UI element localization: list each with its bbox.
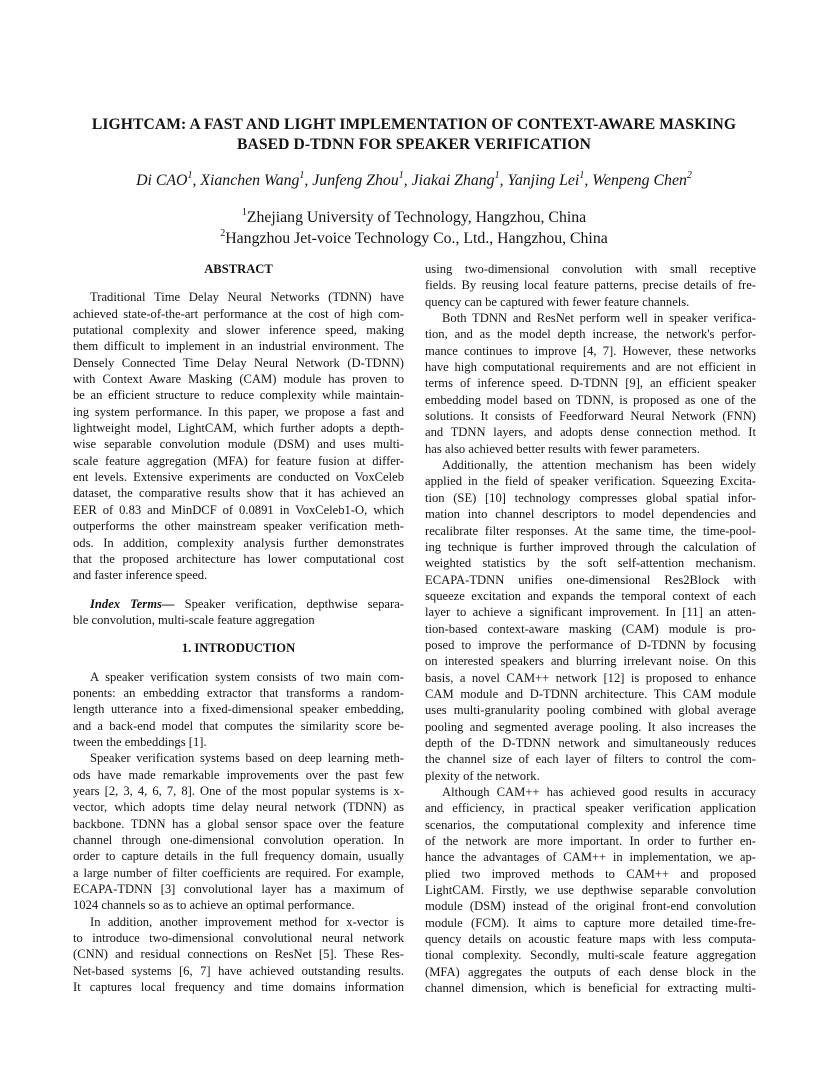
body-text-line: solutions. It consists of Feedforward Neural Network (FNN)	[425, 409, 756, 424]
title-line: LIGHTCAM: A FAST AND LIGHT IMPLEMENTATION OF CONTEXT-AWARE MASKING	[91, 116, 737, 133]
abstract-line: ods. In addition, complexity analysis further demonstrates	[73, 535, 404, 550]
intro-body	[73, 669, 404, 996]
index-terms-label: Index Terms—	[90, 596, 175, 611]
affiliation-text: Hangzhou Jet-voice Technology Co., Ltd., Hangzhou, China	[225, 230, 608, 247]
author-name: Xianchen Wang	[200, 172, 300, 189]
body-text-line: mance continues to improve [4, 7]. However, these networks	[425, 343, 756, 358]
paper-title	[40, 115, 788, 155]
author-affiliation-marker: 1	[579, 169, 585, 181]
affiliation	[40, 207, 788, 228]
body-text-line: ECAPA-TDNN unifies one-dimensional Res2Block with	[425, 572, 756, 587]
body-text-line: the channel size of each layer of filters to control the com-	[425, 752, 756, 767]
abstract-line: ing system performance. In this paper, we propose a fast and	[73, 404, 404, 419]
body-text-line: recalibrate filter responses. At the same time, the time-pool-	[425, 523, 756, 538]
affiliations	[40, 207, 788, 249]
body-text-line: pooling and segmented average pooling. It also increases the	[425, 719, 756, 734]
abstract-line: Densely Connected Time Delay Neural Network (D-TDNN)	[73, 355, 404, 370]
body-text-line: tween the embeddings [1].	[73, 734, 207, 749]
body-text-line: channel through one-dimensional convolution operation. In	[73, 833, 404, 847]
body-text-line: a large number of filter coefficients are required. For example,	[73, 865, 404, 880]
body-text-line: and a back-end model that computes the similarity score be-	[73, 718, 404, 733]
index-terms	[73, 596, 404, 629]
body-text-line: depth of the D-TDNN network and simultaneously reduces	[425, 735, 756, 750]
abstract-line: achieved state-of-the-art performance at the cost of high com-	[73, 306, 404, 321]
body-text-line: terms of inference speed. D-TDNN [9], an efficient speaker	[425, 376, 756, 391]
body-text-line: ponents: an embedding extractor that transforms a random-	[73, 685, 404, 700]
author-name: Yanjing Lei	[507, 172, 580, 189]
author-name: Jiakai Zhang	[411, 172, 495, 189]
body-text-line: length utterance into a fixed-dimensional speaker embedding,	[73, 702, 404, 717]
body-text-line: to introduce two-dimensional convolutional neural network	[73, 931, 404, 946]
body-text-line: Speaker verification systems based on deep learning meth-	[90, 751, 404, 766]
body-text-line: plied two improved methods to CAM++ and proposed	[425, 866, 756, 881]
abstract-line: outperforms the other mainstream speaker verification meth-	[73, 519, 404, 534]
body-text-line: Although CAM++ has achieved good results in accuracy	[442, 785, 756, 799]
abstract-line: putational complexity and slower inference speed, making	[73, 323, 404, 338]
abstract-line: be an efficient structure to reduce complexity while maintain-	[73, 388, 404, 403]
author-separator: ,	[192, 172, 201, 189]
author-separator: ,	[499, 172, 508, 189]
abstract-line: EER of 0.83 and MinDCF of 0.0891 in VoxCeleb1-O, which	[73, 502, 404, 517]
author-affiliation-marker: 1	[398, 169, 404, 181]
body-text-line: module (DSM) instead of the original front-end convolution	[425, 899, 756, 914]
abstract-line: Traditional Time Delay Neural Networks (TDNN) have	[90, 290, 404, 305]
section-heading-introduction: 1. INTRODUCTION	[181, 641, 296, 656]
body-text-line: (CNN) and residual connections on ResNet [5]. These Res-	[73, 947, 404, 962]
body-text-line: (MFA) aggregates the outputs of each dense block in the	[425, 964, 756, 979]
index-terms-line	[73, 596, 404, 612]
affiliation-marker: 1	[241, 206, 247, 218]
body-text-line: ing technique is further improved through the calculation of	[425, 539, 756, 554]
author-separator: ,	[304, 172, 313, 189]
abstract-line: and faster inference speed.	[73, 568, 208, 583]
author-affiliation-marker: 1	[187, 169, 193, 181]
body-text-line: hance the advantages of CAM++ in implementation, we ap-	[425, 850, 756, 865]
body-text-line: It captures local frequency and time domains information	[73, 980, 404, 995]
author-separator: ,	[584, 172, 593, 189]
body-text-line: posed to improve the performance of D-TDNN by focusing	[425, 637, 756, 652]
body-text-line: basis, a novel CAM++ network [12] is proposed to enhance	[425, 670, 756, 685]
body-text-line: weighted statistics by the soft self-attention mechanism.	[425, 556, 756, 571]
abstract-line: wise separable convolution module (DSM) and uses multi-	[73, 437, 404, 452]
index-terms-line: ble convolution, multi-scale feature aggregation	[73, 612, 315, 627]
abstract-line: lightweight model, LightCAM, which further adopts a depth-	[73, 421, 404, 436]
body-text-line: uses multi-granularity pooling combined with global average	[425, 703, 756, 718]
body-text-line: quency can be captured with fewer feature channels.	[425, 294, 690, 309]
abstract-line: dataset, the comparative results show that it has achieved an	[73, 486, 404, 501]
body-text-line: squeeze excitation and expands the temporal context of each	[425, 588, 756, 603]
title-line: BASED D-TDNN FOR SPEAKER VERIFICATION	[236, 136, 592, 153]
abstract-line: scale feature aggregation (MFA) for feature fusion at differ-	[73, 453, 404, 468]
body-text-line: and TDNN layers, and adopts dense connection method. It	[425, 425, 756, 440]
body-text-line: Both TDNN and ResNet perform well in speaker verifica-	[442, 311, 756, 326]
author-affiliation-marker: 1	[494, 169, 500, 181]
body-text-line: Net-based systems [6, 7] have achieved outstanding results.	[73, 963, 404, 978]
body-text-line: using two-dimensional convolution with small receptive	[425, 262, 756, 276]
author-affiliation-marker: 2	[686, 169, 692, 181]
author-name: Di CAO	[136, 172, 188, 189]
body-text-line: ods have made remarkable improvements over the past few	[73, 767, 404, 782]
body-text-line: LightCAM. Firstly, we use depthwise separable convolution	[425, 883, 756, 898]
body-text-line: backbone. TDNN has a global sensor space over the feature	[73, 816, 404, 831]
body-text-line: channel dimension, which is beneficial for extracting multi-	[425, 981, 756, 996]
index-terms-text: Speaker verification, depthwise separa-	[174, 596, 405, 611]
body-text-line: of the network are more important. In order to further en-	[425, 834, 756, 849]
body-text-line: tional complexity. Secondly, multi-scale feature aggregation	[425, 948, 756, 963]
body-text-line: 1024 channels so as to achieve an optimal performance.	[73, 898, 355, 913]
abstract-line: with Context Aware Masking (CAM) module has proven to	[73, 372, 404, 387]
abstract-line: ent levels. Extensive experiments are conducted on VoxCeleb	[73, 470, 404, 485]
body-text-line: quency details on acoustic feature maps with less computa-	[425, 932, 756, 947]
body-text-line: tion, and as the model depth increase, the network's perfor-	[425, 327, 756, 342]
body-text-line: have high computational requirements and are not efficient in	[425, 360, 756, 375]
body-text-line: layer to achieve a significant improvement. In [11] an atten-	[425, 605, 756, 620]
author-name: Wenpeng Chen	[592, 172, 687, 189]
body-text-line: In addition, another improvement method for x-vector is	[90, 914, 404, 929]
abstract-line: them difficult to implement in an industrial environment. The	[73, 339, 404, 354]
body-text-line: has also achieved better results with fewer parameters.	[425, 441, 700, 456]
body-text-line: scenarios, the computational complexity and inference time	[425, 817, 756, 832]
abstract-heading: ABSTRACT	[204, 262, 273, 276]
body-text-line: Additionally, the attention mechanism has been widely	[442, 458, 756, 473]
body-text-line: A speaker verification system consists of two main com-	[90, 669, 404, 684]
body-text-line: tion (SE) [10] technology compresses global spatial infor-	[425, 490, 756, 505]
author-list	[20, 171, 808, 191]
affiliation-text: Zhejiang University of Technology, Hangzhou, China	[246, 209, 587, 226]
abstract-body	[73, 289, 404, 583]
author-separator: ,	[403, 172, 412, 189]
abstract-line: that the proposed architecture has lower computational cost	[73, 551, 404, 566]
affiliation-marker: 2	[220, 227, 226, 239]
right-column	[425, 261, 756, 996]
body-text-line: applied in the field of speaker verification. Squeezing Excita-	[425, 474, 756, 489]
affiliation	[40, 228, 788, 249]
body-text-line: years [2, 3, 4, 6, 7, 8]. One of the most popular systems is x-	[73, 783, 404, 798]
body-text-line: plexity of the network.	[425, 768, 540, 783]
body-text-line: on interested speakers and blurring irrelevant noise. On this	[425, 654, 756, 669]
body-text-line: order to capture details in the full frequency domain, usually	[73, 849, 404, 864]
author-affiliation-marker: 1	[299, 169, 305, 181]
body-text-line: and efficiency, in practical speaker verification application	[425, 801, 756, 816]
body-text-line: fields. By reusing local feature patterns, precise details of fre-	[425, 278, 756, 293]
left-column	[73, 261, 404, 995]
body-text-line: CAM module and D-TDNN architecture. This CAM module	[425, 686, 756, 701]
body-text-line: tion-based context-aware masking (CAM) module is pro-	[425, 621, 756, 636]
body-text-line: ECAPA-TDNN [3] convolutional layer has a maximum of	[73, 882, 404, 897]
body-text-line: module (FCM). It aims to capture more detailed time-fre-	[425, 915, 756, 930]
author-name: Junfeng Zhou	[312, 172, 399, 189]
body-text-line: embedding model based on TDNN, is proposed as one of the	[425, 392, 756, 407]
body-text-line: vector, which adopts time delay neural network (TDNN) as	[73, 800, 404, 815]
body-text-line: mation into channel descriptors to model dependencies and	[425, 507, 756, 522]
